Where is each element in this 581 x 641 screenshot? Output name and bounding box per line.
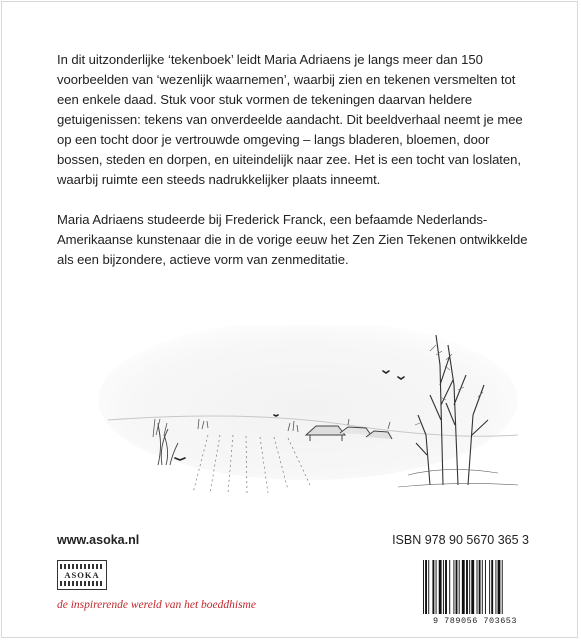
barcode-digits: 9 789056 703653 — [432, 616, 517, 626]
winter-landscape-sketch-icon — [48, 325, 538, 495]
blurb-paragraph-1: In dit uitzonderlijke ‘tekenboek’ leidt Maria Adriaens je langs meer dan 150 voorbeelden van ‘wezenlijk waarnemen’, waarbij zien en tekenen versmelten tot een enkele daad. Stuk voor stuk vormen de tekeningen daarvan heldere getuigenissen: tekens van onverdeelde aandacht. Dit beeldverhaal neemt je mee op een tocht door je vertrouwde omgeving – langs bladeren, bloemen, door bossen, steden en dorpen, en uiteindelijk naar zee. Het is een tocht van loslaten, waarbij ruimte een steeds nadrukkelijker plaats inneemt. — [57, 52, 523, 187]
blurb-paragraph-2: Maria Adriaens studeerde bij Frederick Franck, een befaamde Nederlands-Amerikaanse kunstenaar die in de vorige eeuw het Zen Zien Tekenen ontwikkelde als een bijzondere, actieve vorm van zenmeditatie. — [57, 212, 528, 267]
publisher-logo — [57, 560, 107, 590]
back-cover-blurb — [57, 50, 529, 290]
isbn-barcode — [420, 560, 530, 626]
logo-top-pattern — [60, 564, 104, 569]
barcode-bars — [420, 560, 530, 616]
logo-bottom-pattern — [60, 581, 104, 586]
logo-name: ASOKA — [64, 570, 100, 580]
website-link[interactable]: www.asoka.nl — [57, 533, 140, 547]
publisher-tagline: de inspirerende wereld van het boeddhisme — [57, 599, 256, 611]
isbn-number: ISBN 978 90 5670 365 3 — [392, 533, 529, 547]
